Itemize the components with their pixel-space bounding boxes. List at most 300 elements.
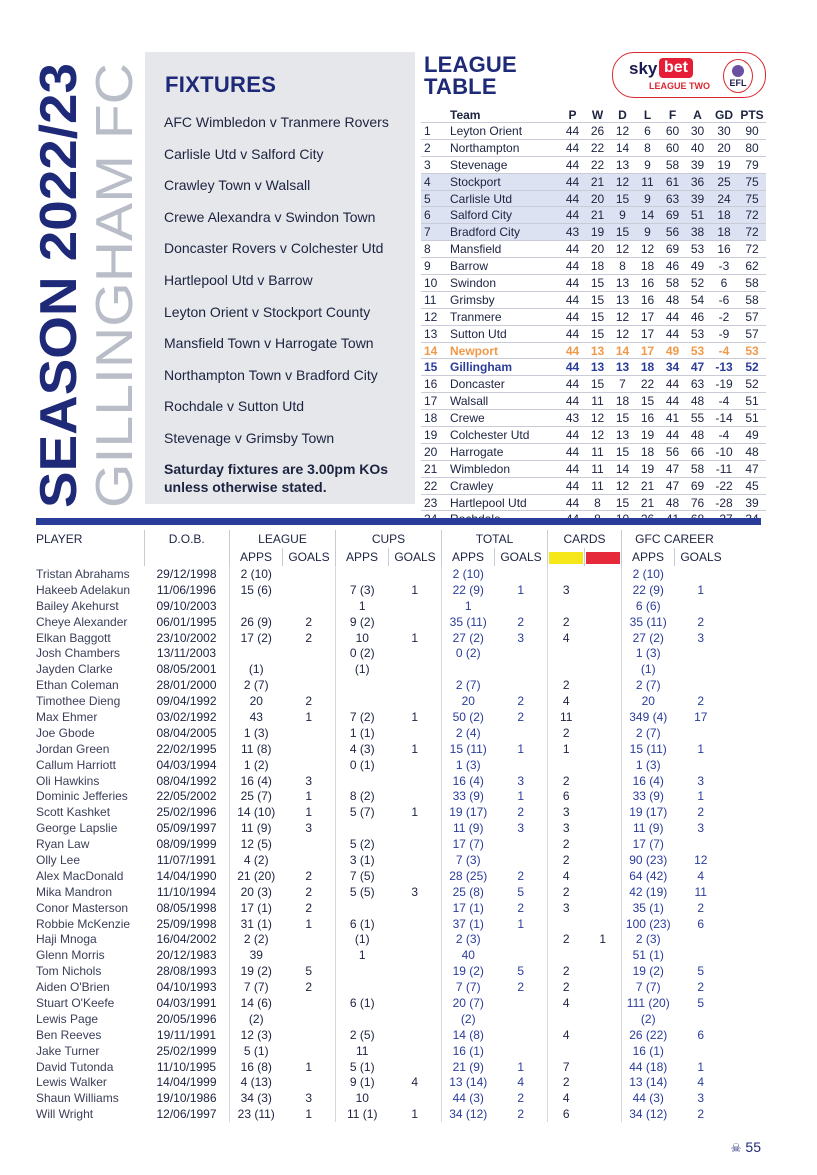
league-pos: 23 — [421, 494, 450, 511]
league-cell: 21 — [585, 207, 610, 224]
player-stat — [548, 566, 585, 582]
player-name: Will Wright — [36, 1107, 94, 1122]
player-stat: 14 (6) — [230, 995, 283, 1011]
player-stat — [585, 741, 622, 757]
league-cell: 19 — [635, 460, 660, 477]
player-stat — [389, 788, 442, 804]
player-stat — [283, 1011, 336, 1027]
player-stat — [585, 645, 622, 661]
player-stat — [230, 645, 283, 661]
player-stats-table — [36, 530, 727, 1122]
league-cell: 30 — [710, 123, 738, 140]
league-cell: 24 — [710, 190, 738, 207]
league-col-header: W — [591, 107, 604, 122]
player-stat: 6 — [697, 916, 705, 931]
player-row — [36, 1011, 727, 1027]
player-stat: 1 — [697, 582, 705, 597]
player-stat: 4 — [697, 868, 705, 883]
player-dob: 08/04/1992 — [156, 773, 217, 788]
player-stat: 42 (19) — [622, 884, 675, 900]
league-cell: 57 — [738, 325, 766, 342]
player-stat — [283, 1027, 336, 1043]
player-stat — [389, 1090, 442, 1106]
league-cell: 13 — [610, 427, 635, 444]
player-stat: 0 (1) — [336, 757, 389, 773]
league-cell: 44 — [560, 308, 585, 325]
player-name: Josh Chambers — [36, 646, 121, 661]
league-cell: 39 — [685, 156, 710, 173]
player-row — [36, 693, 727, 709]
player-stat: 21 (9) — [442, 1059, 495, 1075]
player-stat — [495, 725, 548, 741]
player-stat — [336, 979, 389, 995]
league-pos: 3 — [421, 156, 450, 173]
player-name: Tristan Abrahams — [36, 566, 130, 581]
player-name: Elkan Baggott — [36, 630, 111, 645]
league-team: Stevenage — [450, 156, 560, 173]
league-cell: 58 — [738, 291, 766, 308]
player-stat: 3 (1) — [336, 852, 389, 868]
player-row — [36, 804, 727, 820]
player-stat: 3 — [697, 821, 705, 836]
player-stat: 9 (1) — [336, 1075, 389, 1091]
player-dob: 29/12/1998 — [156, 566, 217, 581]
league-cell: 47 — [660, 460, 685, 477]
player-dob: 25/02/1999 — [156, 1043, 217, 1058]
player-row — [36, 995, 727, 1011]
league-cell: 20 — [585, 190, 610, 207]
league-pos: 5 — [421, 190, 450, 207]
league-cell: 25 — [710, 173, 738, 190]
league-cell: 72 — [738, 207, 766, 224]
player-stat — [389, 1027, 442, 1043]
player-row — [36, 630, 727, 646]
player-stat: 1 — [305, 709, 313, 724]
league-table-title — [424, 54, 517, 98]
league-cell: 45 — [738, 477, 766, 494]
player-stat — [585, 916, 622, 932]
league-cell: 36 — [685, 173, 710, 190]
league-row — [421, 443, 766, 460]
player-stat: 7 (7) — [442, 979, 495, 995]
player-stat: 4 (3) — [336, 741, 389, 757]
player-stat: 17 (7) — [622, 836, 675, 852]
league-cell: 15 — [585, 325, 610, 342]
stats-sub-header-cell: GOALS — [389, 548, 442, 566]
player-stat — [548, 1011, 585, 1027]
league-cell: 13 — [610, 359, 635, 376]
league-cell: 48 — [660, 291, 685, 308]
league-cell: -4 — [710, 393, 738, 410]
player-stat — [283, 645, 336, 661]
player-stat — [336, 820, 389, 836]
player-name: Olly Lee — [36, 852, 81, 867]
player-dob: 04/03/1994 — [156, 757, 217, 772]
league-cell: 22 — [585, 139, 610, 156]
league-cell: 56 — [660, 443, 685, 460]
league-team: Crawley — [450, 477, 560, 494]
player-stat — [389, 836, 442, 852]
league-cell: 41 — [660, 410, 685, 427]
league-cell: 47 — [685, 359, 710, 376]
fixture-item: Mansfield Town v Harrogate Town — [164, 335, 374, 352]
league-cell: 47 — [660, 477, 685, 494]
club-title: GILLINGHAM FC — [86, 103, 144, 508]
player-stat — [389, 773, 442, 789]
player-stat: 4 — [548, 1090, 585, 1106]
player-stat: 23 (11) — [230, 1106, 283, 1122]
player-stat: 0 (2) — [336, 645, 389, 661]
stats-sub-header-cell — [36, 548, 144, 566]
player-row — [36, 709, 727, 725]
league-cell: 49 — [738, 427, 766, 444]
player-stat: 13 (14) — [442, 1075, 495, 1091]
league-cell: 16 — [710, 241, 738, 258]
league-cell: 56 — [660, 224, 685, 241]
league-row — [421, 494, 766, 511]
league-row — [421, 275, 766, 292]
player-stat: 7 (7) — [230, 979, 283, 995]
stats-group-header — [36, 530, 727, 548]
league-team: Wimbledon — [450, 460, 560, 477]
player-stat — [389, 900, 442, 916]
stats-sub-header-cell: APPS — [230, 548, 283, 566]
fixture-item: Rochdale v Sutton Utd — [164, 398, 305, 415]
league-col-header: L — [643, 107, 652, 122]
fixtures-note-line: Saturday fixtures are 3.00pm KOs — [164, 461, 389, 477]
league-cell: -14 — [710, 410, 738, 427]
player-dob: 04/10/1993 — [156, 980, 217, 995]
player-dob: 04/03/1991 — [156, 995, 217, 1010]
stats-sub-header — [36, 548, 727, 566]
player-stat: 111 (20) — [622, 995, 675, 1011]
league-cell: 34 — [660, 359, 685, 376]
player-stat: 34 (3) — [230, 1090, 283, 1106]
player-stat: 1 — [442, 598, 495, 614]
player-stat: 2 (7) — [230, 677, 283, 693]
player-row — [36, 1059, 727, 1075]
player-stat: 10 — [336, 1090, 389, 1106]
player-stat: 16 (4) — [442, 773, 495, 789]
stats-group-header-cell: LEAGUE — [230, 530, 336, 548]
player-stat — [585, 661, 622, 677]
league-team: Crewe — [450, 410, 560, 427]
league-cell: 7 — [610, 376, 635, 393]
sponsor-league: LEAGUE TWO — [649, 81, 710, 91]
player-stat: 9 (2) — [336, 614, 389, 630]
player-stat: 2 — [548, 725, 585, 741]
player-stat — [585, 566, 622, 582]
league-col-header: F — [668, 107, 677, 122]
player-name: Oli Hawkins — [36, 773, 100, 788]
player-stat: 14 (8) — [442, 1027, 495, 1043]
player-stat: 6 (6) — [622, 598, 675, 614]
league-row — [421, 123, 766, 140]
yellow-card-header — [548, 548, 585, 566]
player-stat: 16 (4) — [622, 773, 675, 789]
player-stat: 15 (11) — [622, 741, 675, 757]
player-stat — [548, 1043, 585, 1059]
league-cell: 44 — [560, 291, 585, 308]
league-cell: 48 — [685, 393, 710, 410]
player-stat: 26 (22) — [622, 1027, 675, 1043]
player-stat: 1 — [548, 741, 585, 757]
league-pos: 6 — [421, 207, 450, 224]
league-cell: -2 — [710, 308, 738, 325]
league-cell: 62 — [738, 258, 766, 275]
league-cell: 15 — [585, 291, 610, 308]
player-stat: 1 — [411, 741, 419, 756]
player-stat: 16 (1) — [622, 1043, 675, 1059]
stats-sub-header-cell: APPS — [336, 548, 389, 566]
player-stat — [336, 963, 389, 979]
player-stat — [675, 566, 728, 582]
player-stat: 4 — [548, 630, 585, 646]
league-cell: 9 — [635, 190, 660, 207]
player-stat — [336, 900, 389, 916]
player-stat: 2 (7) — [442, 677, 495, 693]
player-stat: 2 — [305, 900, 313, 915]
player-name: Hakeeb Adelakun — [36, 582, 131, 597]
player-stat — [336, 773, 389, 789]
league-team: Tranmere — [450, 308, 560, 325]
league-cell: 18 — [710, 207, 738, 224]
player-stat — [389, 1059, 442, 1075]
player-stat: 11 (9) — [622, 820, 675, 836]
player-stat: 1 — [411, 805, 419, 820]
player-stat: 6 — [548, 1106, 585, 1122]
league-cell: 55 — [685, 410, 710, 427]
league-row — [421, 410, 766, 427]
league-cell: 76 — [685, 494, 710, 511]
league-team: Grimsby — [450, 291, 560, 308]
league-cell: 9 — [635, 156, 660, 173]
player-stat: 2 — [517, 614, 525, 629]
player-row — [36, 598, 727, 614]
player-stat: 2 — [517, 1091, 525, 1106]
league-cell: 63 — [685, 376, 710, 393]
player-row — [36, 963, 727, 979]
player-stat — [495, 947, 548, 963]
player-row — [36, 1027, 727, 1043]
player-stat — [389, 1011, 442, 1027]
league-cell: 44 — [660, 376, 685, 393]
player-stat: 7 (7) — [622, 979, 675, 995]
player-stat: 2 — [697, 614, 705, 629]
player-stat: 11 (1) — [336, 1106, 389, 1122]
player-row — [36, 645, 727, 661]
sponsor-logo — [612, 52, 766, 98]
page-number-text: 55 — [745, 1139, 761, 1155]
league-team: Newport — [450, 342, 560, 359]
league-pos: 11 — [421, 291, 450, 308]
league-cell: 12 — [610, 325, 635, 342]
player-name: Jake Turner — [36, 1043, 100, 1058]
player-stat: 1 (3) — [442, 757, 495, 773]
player-stat: 51 (1) — [622, 947, 675, 963]
player-stat: 3 — [305, 821, 313, 836]
player-stat — [495, 931, 548, 947]
league-pos: 9 — [421, 258, 450, 275]
league-team: Barrow — [450, 258, 560, 275]
league-cell: 90 — [738, 123, 766, 140]
player-stat — [675, 677, 728, 693]
league-cell: 13 — [610, 275, 635, 292]
player-stat — [389, 645, 442, 661]
player-dob: 11/10/1994 — [156, 884, 217, 899]
league-cell: 12 — [635, 241, 660, 258]
player-stat: 5 — [697, 964, 705, 979]
league-cell: 21 — [635, 477, 660, 494]
league-cell: 43 — [560, 224, 585, 241]
player-stat: 15 (6) — [230, 582, 283, 598]
player-name: Tom Nichols — [36, 964, 102, 979]
player-stat: 2 — [548, 614, 585, 630]
league-cell: 38 — [685, 224, 710, 241]
player-row — [36, 725, 727, 741]
stats-group-header-cell: GFC CAREER — [622, 530, 728, 548]
stats-sub-header-cell: APPS — [622, 548, 675, 566]
league-team: Hartlepool Utd — [450, 494, 560, 511]
yellow-card-icon — [549, 552, 583, 564]
player-stat — [675, 836, 728, 852]
league-cell: 22 — [585, 156, 610, 173]
player-dob: 11/07/1991 — [156, 852, 217, 867]
player-stat — [389, 916, 442, 932]
efl-badge-icon: EFL — [723, 59, 753, 93]
player-stat: 44 (3) — [622, 1090, 675, 1106]
player-dob: 03/02/1992 — [156, 709, 217, 724]
fixtures-note — [164, 460, 388, 496]
player-row — [36, 677, 727, 693]
league-col-header — [421, 107, 450, 123]
player-name: Jayden Clarke — [36, 662, 113, 677]
player-stat: 2 (10) — [622, 566, 675, 582]
league-cell: 6 — [635, 123, 660, 140]
league-cell: 14 — [610, 139, 635, 156]
player-stat: (1) — [336, 931, 389, 947]
player-stat — [585, 1059, 622, 1075]
player-stat — [548, 661, 585, 677]
player-stat — [548, 598, 585, 614]
player-stat — [389, 677, 442, 693]
player-stat: 25 (8) — [442, 884, 495, 900]
player-stat — [585, 963, 622, 979]
player-stat — [585, 773, 622, 789]
player-stat — [230, 598, 283, 614]
league-cell: 15 — [610, 224, 635, 241]
player-row — [36, 1075, 727, 1091]
player-stat: 19 (2) — [622, 963, 675, 979]
league-cell: 44 — [560, 427, 585, 444]
league-col-header: Team — [450, 107, 481, 122]
player-stat: 26 (9) — [230, 614, 283, 630]
league-col-header: A — [693, 107, 702, 122]
league-team: Harrogate — [450, 443, 560, 460]
league-cell: 72 — [738, 241, 766, 258]
player-stat: 2 (4) — [442, 725, 495, 741]
player-stat: 44 (18) — [622, 1059, 675, 1075]
player-stat: 349 (4) — [622, 709, 675, 725]
player-stat — [585, 582, 622, 598]
player-stat: 2 (7) — [622, 725, 675, 741]
player-stat — [389, 979, 442, 995]
player-stat: 20 — [442, 693, 495, 709]
player-stat — [585, 852, 622, 868]
player-stat: 2 — [517, 709, 525, 724]
player-stat: 4 — [548, 1027, 585, 1043]
league-row — [421, 359, 766, 376]
season-title: SEASON 2022/23 — [30, 85, 88, 508]
player-stat: 2 (5) — [336, 1027, 389, 1043]
league-cell: 44 — [660, 308, 685, 325]
league-cell: 18 — [585, 258, 610, 275]
player-stat: 33 (9) — [622, 788, 675, 804]
player-stat — [283, 995, 336, 1011]
league-cell: 18 — [635, 359, 660, 376]
player-stat — [585, 1090, 622, 1106]
league-cell: 30 — [685, 123, 710, 140]
league-cell: 48 — [660, 494, 685, 511]
player-stat: 7 (5) — [336, 868, 389, 884]
league-cell: 11 — [585, 443, 610, 460]
league-team: Salford City — [450, 207, 560, 224]
player-stat: 34 (12) — [622, 1106, 675, 1122]
player-stat: 19 (17) — [622, 804, 675, 820]
stats-sub-header-cell: GOALS — [283, 548, 336, 566]
league-cell: 12 — [610, 173, 635, 190]
player-stat — [495, 677, 548, 693]
player-stat: 3 — [548, 582, 585, 598]
player-stat: 6 (1) — [336, 916, 389, 932]
league-pos: 14 — [421, 342, 450, 359]
player-row — [36, 1043, 727, 1059]
player-row — [36, 836, 727, 852]
player-stat — [495, 836, 548, 852]
league-pos: 1 — [421, 123, 450, 140]
league-row — [421, 427, 766, 444]
league-team: Northampton — [450, 139, 560, 156]
league-team: Swindon — [450, 275, 560, 292]
player-stat — [389, 757, 442, 773]
league-cell: 15 — [610, 494, 635, 511]
league-team: Gillingham — [450, 359, 560, 376]
player-stat — [283, 757, 336, 773]
player-stat: 1 — [305, 1059, 313, 1074]
player-stat — [585, 757, 622, 773]
player-stat: 5 (1) — [230, 1043, 283, 1059]
player-stat: 2 — [548, 852, 585, 868]
league-cell: 15 — [610, 443, 635, 460]
league-row — [421, 224, 766, 241]
league-team: Walsall — [450, 393, 560, 410]
league-cell: 60 — [660, 123, 685, 140]
player-stat: 1 — [599, 932, 607, 947]
player-stat: 2 — [548, 884, 585, 900]
league-pos: 8 — [421, 241, 450, 258]
red-card-header — [585, 548, 622, 566]
stats-group-header-cell: CUPS — [336, 530, 442, 548]
league-team: Doncaster — [450, 376, 560, 393]
league-cell: 44 — [560, 207, 585, 224]
player-stat — [585, 598, 622, 614]
player-stat: 1 (1) — [336, 725, 389, 741]
league-cell: 43 — [560, 410, 585, 427]
player-row — [36, 1090, 727, 1106]
player-stat — [336, 566, 389, 582]
player-stat: 27 (2) — [622, 630, 675, 646]
player-stat — [585, 693, 622, 709]
